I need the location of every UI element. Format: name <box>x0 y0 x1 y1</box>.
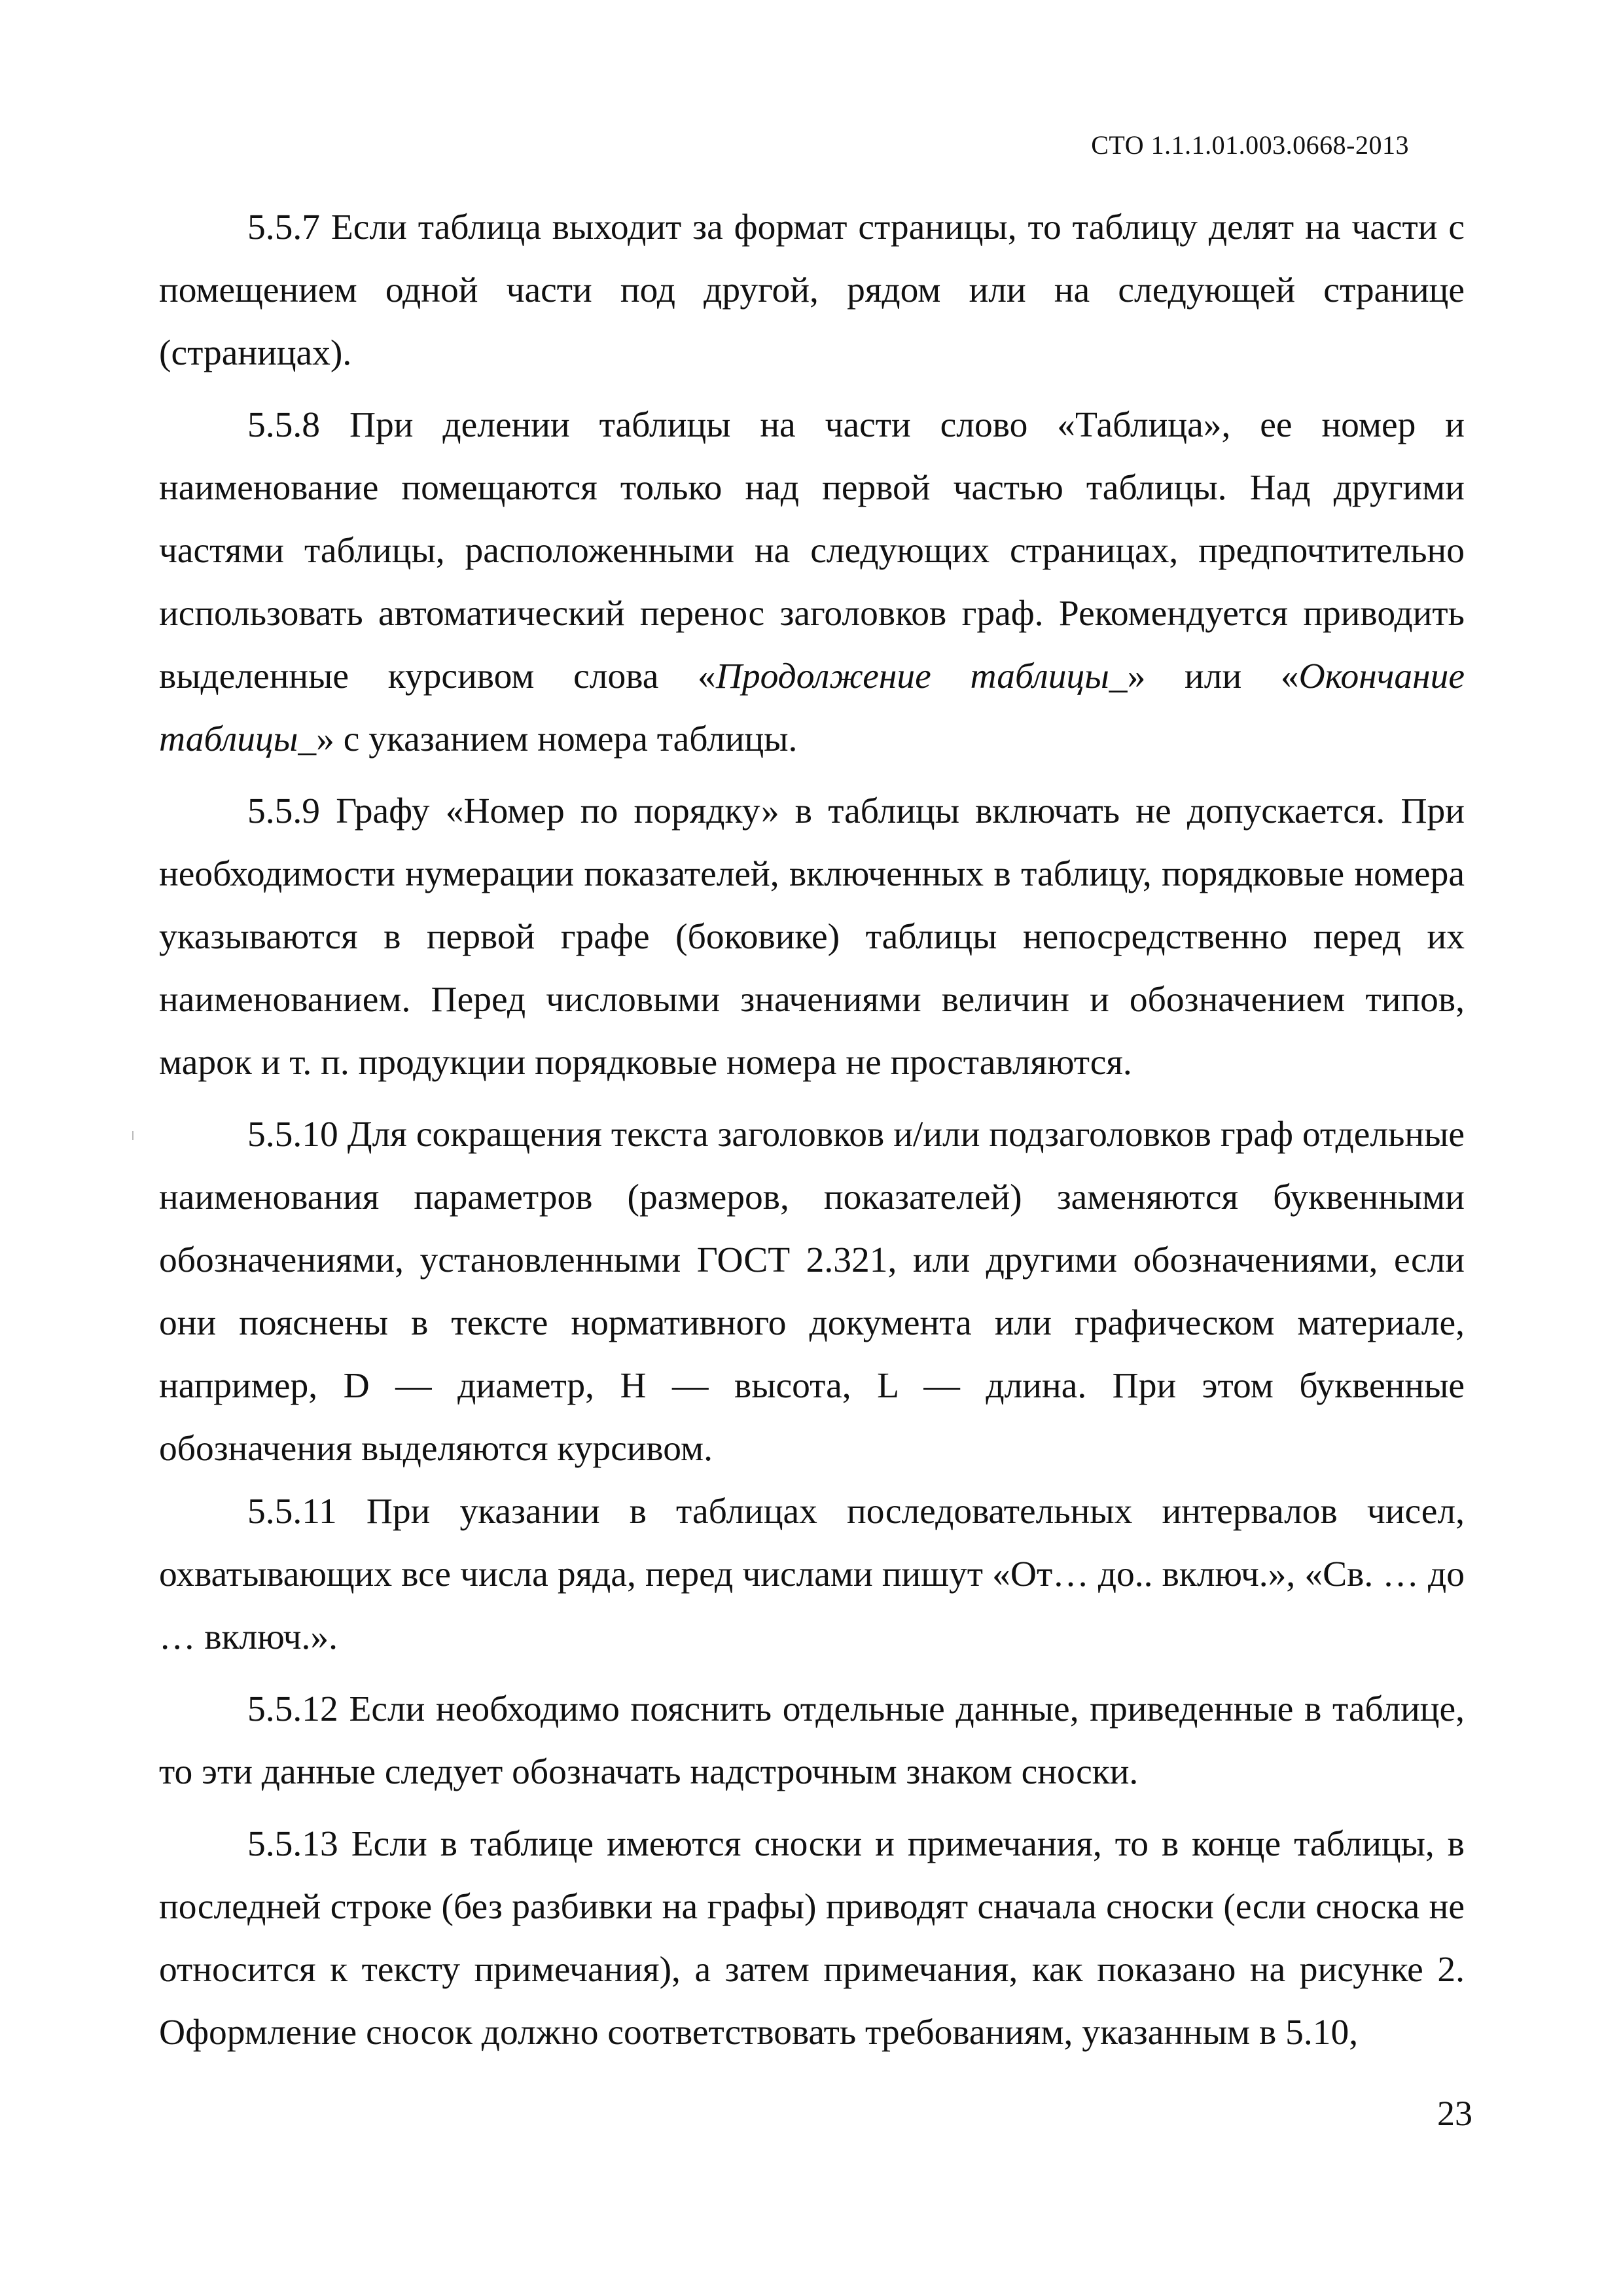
page-number: 23 <box>1437 2094 1472 2133</box>
document-code-header: СТО 1.1.1.01.003.0668-2013 <box>1091 130 1409 160</box>
paragraph-5-5-12 <box>159 1678 1465 1804</box>
scan-margin-mark <box>132 1131 134 1140</box>
section-number: 5.5.8 <box>247 405 320 445</box>
section-number: 5.5.11 <box>247 1492 337 1532</box>
paragraph-text: Если таблица выходит за формат страницы, то таблицу делят на части с помещением одной части под другой, рядом или на следующей странице (страницах). <box>159 207 1465 373</box>
paragraph-text: » с указанием номера таблицы. <box>316 719 798 759</box>
section-number: 5.5.10 <box>247 1115 338 1155</box>
section-number: 5.5.7 <box>247 207 320 247</box>
paragraph-5-5-13 <box>159 1813 1465 2064</box>
section-number: 5.5.12 <box>247 1689 338 1729</box>
paragraph-text: Если необходимо пояснить отдельные данные, приведенные в таблице, то эти данные следует обозначать надстрочным знаком сноски. <box>159 1689 1465 1792</box>
paragraph-5-5-7 <box>159 196 1465 385</box>
paragraph-text: Графу «Номер по порядку» в таблицы включать не допускается. При необходимости нумерации показателей, включенных в таблицу, порядковые номера указываются в первой графе (боковике) таблицы непосредственно перед их наименованием. Перед числовыми значениями величин и обозначением типов, марок и т. п. продукции порядковые номера не проставляются. <box>159 791 1465 1083</box>
paragraph-5-5-11 <box>159 1480 1465 1669</box>
paragraph-5-5-8 <box>159 394 1465 771</box>
paragraph-text: » или « <box>1127 656 1299 696</box>
section-number: 5.5.13 <box>247 1824 338 1864</box>
page-body <box>159 196 1465 2064</box>
paragraph-text: Если в таблице имеются сноски и примечания, то в конце таблицы, в последней строке (без разбивки на графы) приводят сначала сноски (если сноска не относится к тексту примечания), а затем примечания, как показано на рисунке 2. Оформление сносок должно соответствовать требованиям, указанным в 5.10, <box>159 1824 1465 2053</box>
paragraph-text: При делении таблицы на части слово «Таблица», ее номер и наименование помещаются только над первой частью таблицы. Над другими частями таблицы, расположенными на следующих страницах, предпочтительно использовать автоматический перенос заголовков граф. Рекомендуется приводить выделенные курсивом слова « <box>159 405 1465 696</box>
paragraph-5-5-10 <box>159 1103 1465 1480</box>
italic-phrase-continuation: Продолжение таблицы_ <box>715 656 1128 696</box>
paragraph-text: Для сокращения текста заголовков и/или подзаголовков граф отдельные наименования параметров (размеров, показателей) заменяются буквенными обозначениями, установленными ГОСТ 2.321, или другими обозначениями, если они пояснены в тексте нормативного документа или графическом материале, например, D — диаметр, H — высота, L — длина. При этом буквенные обозначения выделяются курсивом. <box>159 1115 1465 1469</box>
paragraph-text: При указании в таблицах последовательных интервалов чисел, охватывающих все числа ряда, перед числами пишут «От… до.. включ.», «Св. … до … включ.». <box>159 1492 1465 1657</box>
italic-phrase-ending: Окончание таблицы_ <box>159 656 1465 759</box>
section-number: 5.5.9 <box>247 791 320 831</box>
paragraph-5-5-9 <box>159 780 1465 1094</box>
